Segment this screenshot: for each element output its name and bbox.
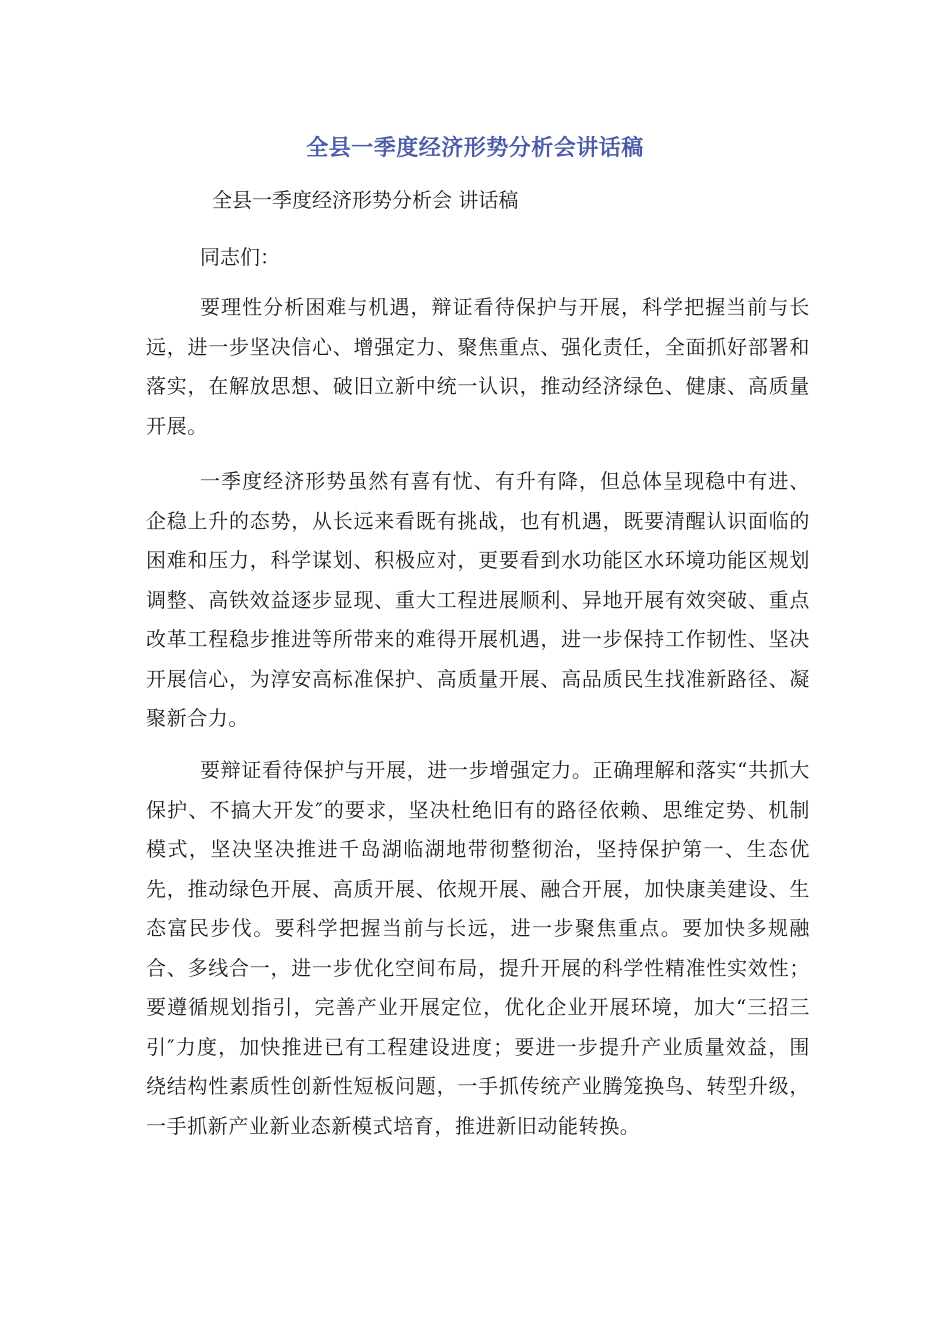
greeting: 同志们：	[200, 245, 280, 269]
document-subtitle: 全县一季度经济形势分析会 讲话稿	[212, 188, 519, 212]
paragraph-3: 要辩证看待保护与开展，进一步增强定力。正确理解和落实“共抓大保护、不搞大开发″的要求，坚决杜绝旧有的路径依赖、思维定势、机制模式，坚决坚决推进千岛湖临湖地带彻整彻治，坚持保护第一、生态优先，推动绿色开展、高质开展、依规开展、融合开展，加快康美建设、生态富民步伐。要科学把握当前与长远，进一步聚焦重点。要加快多规融合、多线合一，进一步优化空间布局，提升开展的科学性精准性实效性；要遵循规划指引，完善产业开展定位，优化企业开展环境，加大“三招三引″力度，加快推进已有工程建设进度；要进一步提升产业质量效益，围绕结构性素质性创新性短板问题，一手抓传统产业腾笼换鸟、转型升级，一手抓新产业新业态新模式培育，推进新旧动能转换。	[146, 758, 810, 1138]
paragraph-1: 要理性分析困难与机遇，辩证看待保护与开展，科学把握当前与长远，进一步坚决信心、增强定力、聚焦重点、强化责任，全面抓好部署和落实，在解放思想、破旧立新中统一认识，推动经济绿色、健康、高质量开展。	[146, 295, 810, 438]
document-title: 全县一季度经济形势分析会讲话稿	[306, 136, 644, 161]
paragraph-2: 一季度经济形势虽然有喜有忧、有升有降，但总体呈现稳中有进、企稳上升的态势，从长远来看既有挑战，也有机遇，既要清醒认识面临的困难和压力，科学谋划、积极应对，更要看到水功能区水环境功能区规划调整、高铁效益逐步显现、重大工程进展顺利、异地开展有效突破、重点改革工程稳步推进等所带来的难得开展机遇，进一步保持工作韧性、坚决开展信心，为淳安高标准保护、高质量开展、高品质民生找准新路径、凝聚新合力。	[146, 469, 810, 730]
